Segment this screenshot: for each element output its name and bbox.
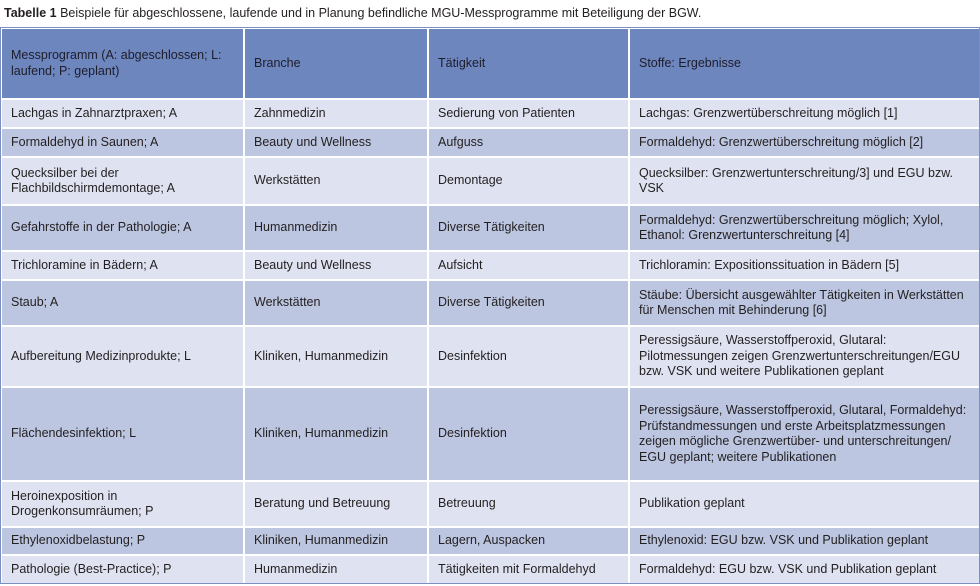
table-row <box>1 251 980 280</box>
cell-messprogramm: Flächendesinfektion; L <box>1 387 244 481</box>
cell-taetigkeit: Diverse Tätigkeiten <box>428 205 629 251</box>
cell-taetigkeit: Aufguss <box>428 128 629 157</box>
cell-ergebnisse: Lachgas: Grenzwertüberschreitung möglich [1] <box>629 99 980 128</box>
column-header-stoffe-ergebnisse: Stoffe: Ergebnisse <box>629 28 980 99</box>
cell-ergebnisse: Peressigsäure, Wasserstoffperoxid, Glutaral, Formaldehyd: Prüfstandmessungen und erste Arbeitsplatzmessungen zeigen mögliche Grenzwertüber- und unterschreitungen/ EGU geplant; weitere Publikationen <box>629 387 980 481</box>
cell-branche: Beauty und Wellness <box>244 128 428 157</box>
table-caption <box>0 0 980 27</box>
cell-ergebnisse: Quecksilber: Grenzwertunterschreitung/3] und EGU bzw. VSK <box>629 157 980 205</box>
cell-messprogramm: Staub; A <box>1 280 244 326</box>
cell-messprogramm: Trichloramine in Bädern; A <box>1 251 244 280</box>
cell-branche: Kliniken, Humanmedizin <box>244 527 428 555</box>
cell-messprogramm: Lachgas in Zahnarztpraxen; A <box>1 99 244 128</box>
table-caption-label: Tabelle 1 <box>4 6 57 20</box>
cell-messprogramm: Pathologie (Best-Practice); P <box>1 555 244 585</box>
cell-ergebnisse: Trichloramin: Expositionssituation in Bädern [5] <box>629 251 980 280</box>
measurement-programs-table <box>0 27 980 586</box>
cell-ergebnisse: Formaldehyd: EGU bzw. VSK und Publikation geplant <box>629 555 980 585</box>
cell-ergebnisse: Formaldehyd: Grenzwertüberschreitung möglich; Xylol, Ethanol: Grenzwertunterschreitung [4] <box>629 205 980 251</box>
cell-messprogramm: Aufbereitung Medizinprodukte; L <box>1 326 244 387</box>
cell-ergebnisse: Publikation geplant <box>629 481 980 527</box>
cell-messprogramm: Gefahrstoffe in der Pathologie; A <box>1 205 244 251</box>
cell-messprogramm: Formaldehyd in Saunen; A <box>1 128 244 157</box>
column-header-taetigkeit: Tätigkeit <box>428 28 629 99</box>
cell-branche: Werkstätten <box>244 157 428 205</box>
table-row <box>1 326 980 387</box>
table-row <box>1 128 980 157</box>
table-row <box>1 157 980 205</box>
cell-branche: Humanmedizin <box>244 205 428 251</box>
cell-taetigkeit: Sedierung von Patienten <box>428 99 629 128</box>
cell-taetigkeit: Desinfektion <box>428 387 629 481</box>
cell-ergebnisse: Ethylenoxid: EGU bzw. VSK und Publikation geplant <box>629 527 980 555</box>
cell-branche: Werkstätten <box>244 280 428 326</box>
column-header-branche: Branche <box>244 28 428 99</box>
cell-messprogramm: Ethylenoxidbelastung; P <box>1 527 244 555</box>
cell-branche: Humanmedizin <box>244 555 428 585</box>
cell-ergebnisse: Formaldehyd: Grenzwertüberschreitung möglich [2] <box>629 128 980 157</box>
cell-branche: Zahnmedizin <box>244 99 428 128</box>
table-row <box>1 527 980 555</box>
cell-taetigkeit: Diverse Tätigkeiten <box>428 280 629 326</box>
table-row <box>1 387 980 481</box>
cell-branche: Beauty und Wellness <box>244 251 428 280</box>
table-row <box>1 555 980 585</box>
table-caption-text: Beispiele für abgeschlossene, laufende und in Planung befindliche MGU-Messprogramme mit Beteiligung der BGW. <box>60 6 702 20</box>
cell-branche: Beratung und Betreuung <box>244 481 428 527</box>
cell-messprogramm: Heroinexposition in Drogenkonsumräumen; P <box>1 481 244 527</box>
table-header-row <box>1 28 980 99</box>
cell-taetigkeit: Tätigkeiten mit Formaldehyd <box>428 555 629 585</box>
cell-messprogramm: Quecksilber bei der Flachbildschirmdemontage; A <box>1 157 244 205</box>
table-row <box>1 205 980 251</box>
cell-taetigkeit: Demontage <box>428 157 629 205</box>
column-header-messprogramm: Messprogramm (A: abgeschlossen; L: laufend; P: geplant) <box>1 28 244 99</box>
table-row <box>1 280 980 326</box>
cell-branche: Kliniken, Humanmedizin <box>244 326 428 387</box>
cell-taetigkeit: Aufsicht <box>428 251 629 280</box>
cell-taetigkeit: Betreuung <box>428 481 629 527</box>
table-row <box>1 481 980 527</box>
table-row <box>1 99 980 128</box>
cell-taetigkeit: Lagern, Auspacken <box>428 527 629 555</box>
cell-taetigkeit: Desinfektion <box>428 326 629 387</box>
cell-branche: Kliniken, Humanmedizin <box>244 387 428 481</box>
cell-ergebnisse: Stäube: Übersicht ausgewählter Tätigkeiten in Werkstätten für Menschen mit Behinderung [6] <box>629 280 980 326</box>
cell-ergebnisse: Peressigsäure, Wasserstoffperoxid, Glutaral: Pilotmessungen zeigen Grenzwertunterschreitungen/EGU bzw. VSK und weitere Publikationen geplant <box>629 326 980 387</box>
